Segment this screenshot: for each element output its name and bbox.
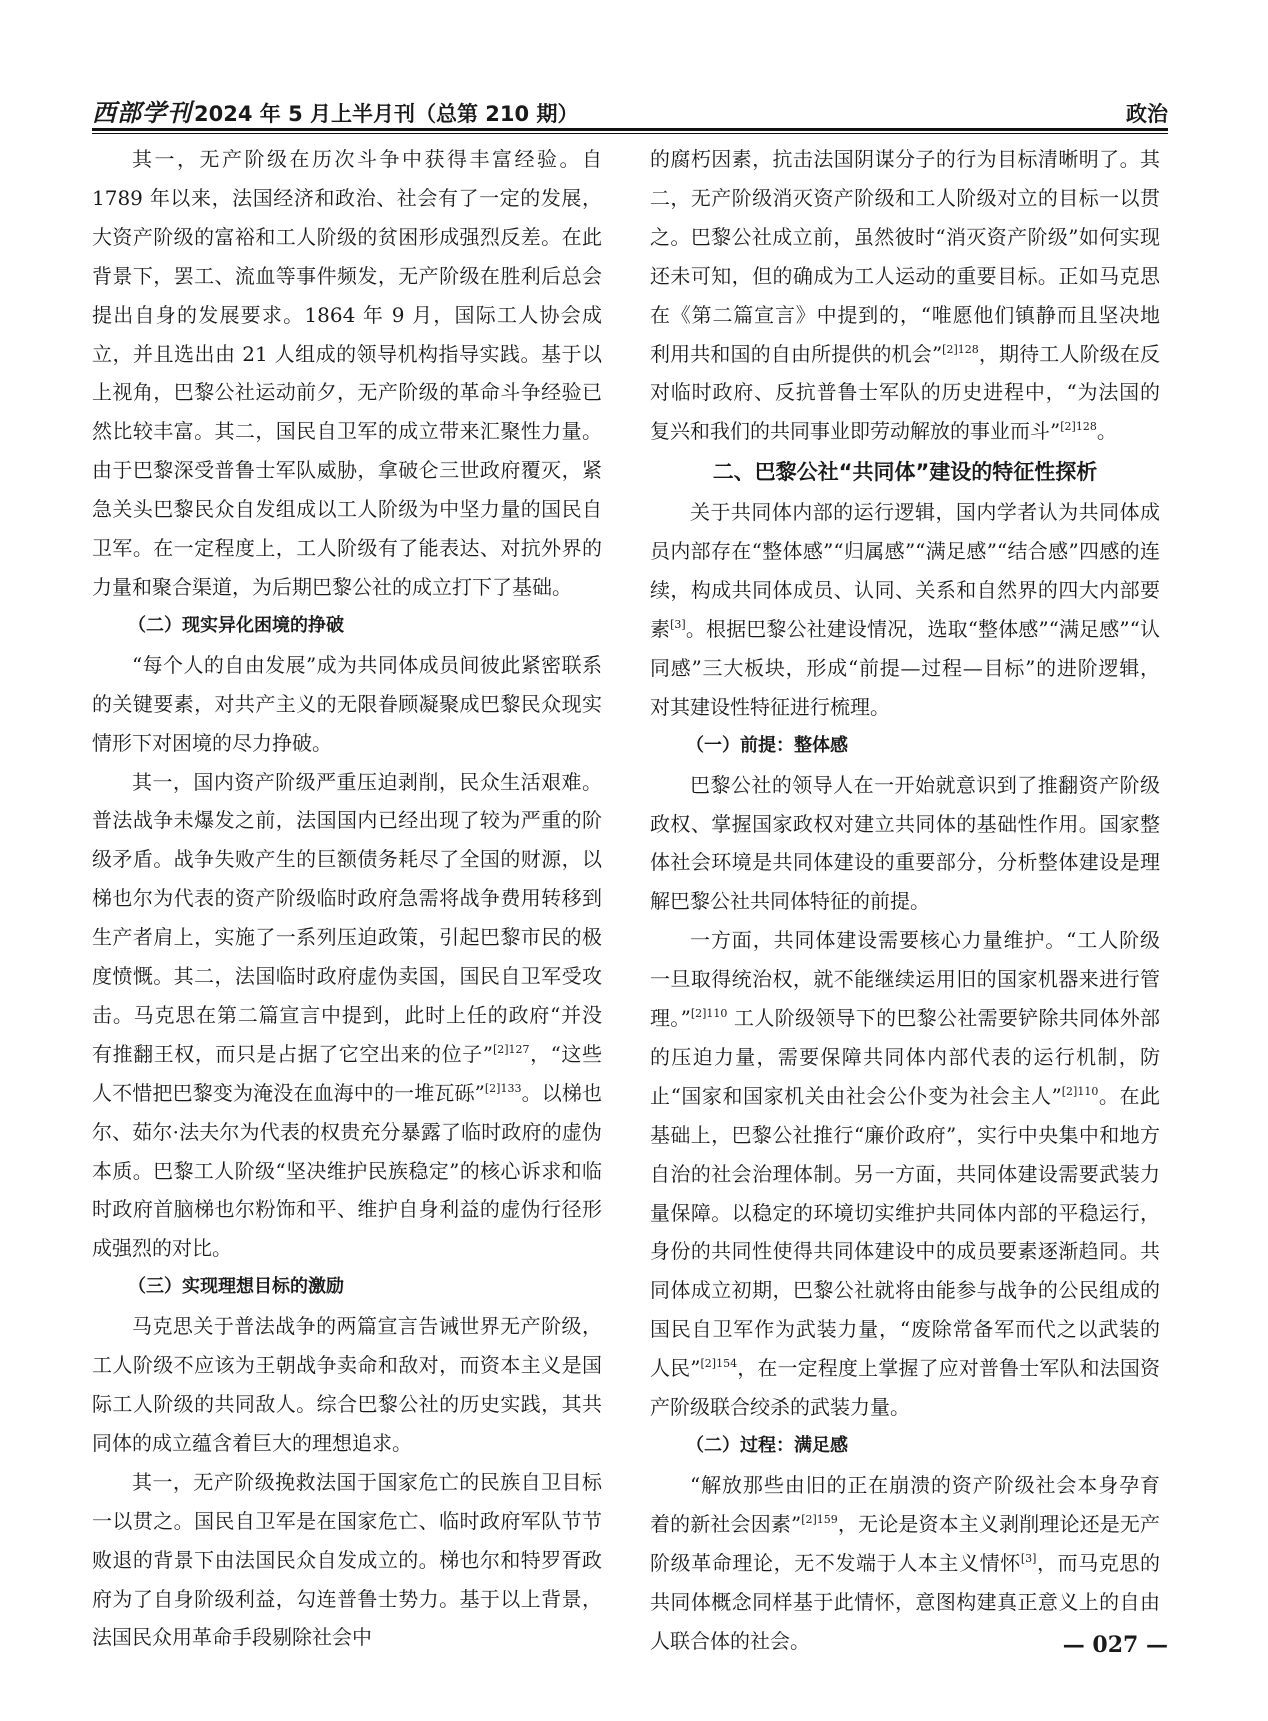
- paragraph-text: 的腐朽因素，抗击法国阴谋分子的行为目标清晰明了。其二，无产阶级消灭资产阶级和工人阶级对立的目标一以贯之。巴黎公社成立前，虽然彼时“消灭资产阶级”如何实现还未可知，但的确成为工人运动的重要目标。正如马克思在《第二篇宣言》中提到的，“唯愿他们镇静而且坚决地利用共和国的自由所提供的机会”: [650, 147, 1160, 366]
- paragraph-text: ，在一定程度上掌握了应对普鲁士军队和法国资产阶级联合绞杀的武装力量。: [650, 1356, 1161, 1420]
- paragraph: [92, 763, 602, 1269]
- section-heading: 二、巴黎公社“共同体”建设的特征性探析: [712, 460, 1098, 485]
- paragraph: [650, 493, 1160, 726]
- right-column: [650, 140, 1160, 1660]
- paragraph-text: 。在此基础上，巴黎公社推行“廉价政府”，实行中央集中和地方自治的社会治理体制。另一方面，共同体建设需要武装力量保障。以稳定的环境切实维护共同体内部的平稳运行，身份的共同性使得共同体建设中的成员要素逐渐趋同。共同体成立初期，巴黎公社就将由能参与战争的公民组成的国民自卫军作为武装力量，“废除常备军而代之以武装的人民”: [650, 1083, 1161, 1381]
- header-rule-thin: [92, 133, 1168, 134]
- citation: [2]110: [690, 1007, 728, 1021]
- page-header: [92, 86, 1168, 128]
- subsection-heading: （二）现实异化困境的挣破: [128, 614, 344, 636]
- left-column: [92, 140, 602, 1657]
- citation: [2]154: [700, 1357, 738, 1371]
- paragraph-text: 其一，国内资产阶级严重压迫剥削，民众生活艰难。普法战争未爆发之前，法国国内已经出现了较为严重的阶级矛盾。战争失败产生的巨额债务耗尽了全国的财源，以梯也尔为代表的资产阶级临时政府急需将战争费用转移到生产者肩上，实施了一系列压迫政策，引起巴黎市民的极度愤慨。其二，法国临时政府虚伪卖国，国民自卫军受攻击。马克思在第二篇宣言中提到，此时上任的政府“并没有推翻王权，而只是占据了它空出来的位子”: [92, 769, 602, 1066]
- paragraph-text: 一方面，共同体建设需要核心力量维护。“工人阶级一旦取得统治权，就不能继续运用旧的国家机器来进行管理。”: [650, 928, 1160, 1031]
- citation: [2]110: [1061, 1084, 1099, 1098]
- paragraph-text: 。: [1096, 419, 1117, 444]
- paragraph: 其一，无产阶级在历次斗争中获得丰富经验。自 1789 年以来，法国经济和政治、社会有了一定的发展，大资产阶级的富裕和工人阶级的贫困形成强烈反差。在此背景下，罢工、流血等事件频发，无产阶级在胜利后总会提出自身的发展要求。1864 年 9 月，国际工人协会成立，并且选出由 21 人组成的领导机构指导实践。基于以上视角，巴黎公社运动前夕，无产阶级的革命斗争经验已然比较丰富。其二，国民自卫军的成立带来汇聚性力量。由于巴黎深受普鲁士军队威胁，拿破仑三世政府覆灭，紧急关头巴黎民众自发组成以工人阶级为中坚力量的国民自卫军。在一定程度上，工人阶级有了能表达、对抗外界的力量和聚合渠道，为后期巴黎公社的成立打下了基础。: [92, 147, 602, 599]
- paragraph: 其一，无产阶级挽救法国于国家危亡的民族自卫目标一以贯之。国民自卫军是在国家危亡、临时政府军队节节败退的背景下由法国民众自发成立的。梯也尔和特罗胥政府为了自身阶级利益，勾连普鲁士势力。基于以上背景，法国民众用革命手段剔除社会中: [92, 1469, 602, 1650]
- paragraph-text: ，而马克思的共同体概念同样基于此情怀，意图构建真正意义上的自由人联合体的社会。: [650, 1550, 1161, 1653]
- citation: [3]: [670, 617, 686, 631]
- paragraph: 巴黎公社的领导人在一开始就意识到了推翻资产阶级政权、掌握国家政权对建立共同体的基础性作用。国家整体社会环境是共同体建设的重要部分，分析整体建设是理解巴黎公社共同体特征的前提。: [650, 772, 1160, 914]
- paragraph-text: ，“这些人不惜把巴黎变为淹没在血海中的一堆瓦砾”: [92, 1041, 602, 1105]
- paragraph-text: 工人阶级领导下的巴黎公社需要铲除共同体外部的压迫力量，需要保障共同体内部代表的运行机制，防止“国家和国家机关由社会公仆变为社会主人”: [650, 1006, 1160, 1108]
- paragraph-text: 关于共同体内部的运行逻辑，国内学者认为共同体成员内部存在“整体感”“归属感”“满足感”“结合感”四感的连续，构成共同体成员、认同、关系和自然界的四大内部要素: [650, 500, 1160, 641]
- subsection-heading: （三）实现理想目标的激励: [128, 1276, 344, 1298]
- header-rule-thick: [92, 128, 1168, 131]
- paragraph: [650, 140, 1160, 451]
- page-number: — 027 —: [1062, 1632, 1168, 1658]
- citation: [2]128: [1060, 420, 1097, 434]
- citation: [2]133: [484, 1081, 522, 1095]
- journal-masthead: [92, 93, 578, 128]
- subsection-heading: （一）前提：整体感: [686, 734, 848, 756]
- paragraph-text: ，无论是资本主义剥削理论还是无产阶级革命理论，无不发端于人本主义情怀: [650, 1511, 1160, 1575]
- paragraph-text: 。以梯也尔、茹尔·法夫尔为代表的权贵充分暴露了临时政府的虚伪本质。巴黎工人阶级“坚决维护民族稳定”的核心诉求和临时政府首脑梯也尔粉饰和平、维护自身利益的虚伪行径形成强烈的对比。: [92, 1080, 602, 1261]
- subsection-heading: （二）过程：满足感: [686, 1435, 848, 1456]
- issue-info: 2024 年 5 月上半月刊（总第 210 期）: [194, 102, 579, 126]
- citation: [2]127: [492, 1042, 530, 1056]
- section-label: 政治: [1126, 102, 1168, 126]
- paragraph: 马克思关于普法战争的两篇宣言告诫世界无产阶级，工人阶级不应该为王朝战争卖命和敌对，而资本主义是国际工人阶级的共同敌人。综合巴黎公社的历史实践，其共同体的成立蕴含着巨大的理想追求。: [92, 1314, 602, 1455]
- citation: [2]159: [801, 1512, 838, 1526]
- paragraph-text: “解放那些由旧的正在崩溃的资产阶级社会本身孕育着的新社会因素”: [650, 1472, 1160, 1536]
- paragraph-text: 。根据巴黎公社建设情况，选取“整体感”“满足感”“认同感”三大板块，形成“前提—过程—目标”的进阶逻辑，对其建设性特征进行梳理。: [650, 616, 1161, 719]
- paragraph: [650, 921, 1160, 1427]
- citation: [3]: [1020, 1551, 1037, 1565]
- paragraph-text: ，期待工人阶级在反对临时政府、反抗普鲁士军队的历史进程中，“为法国的复兴和我们的共同事业即劳动解放的事业而斗”: [650, 341, 1160, 444]
- citation: [2]128: [942, 342, 979, 356]
- paragraph: “每个人的自由发展”成为共同体成员间彼此紧密联系的关键要素，对共产主义的无限眷顾凝聚成巴黎民众现实情形下对困境的尽力挣破。: [92, 652, 602, 755]
- journal-logo: 西部学刊: [92, 98, 192, 127]
